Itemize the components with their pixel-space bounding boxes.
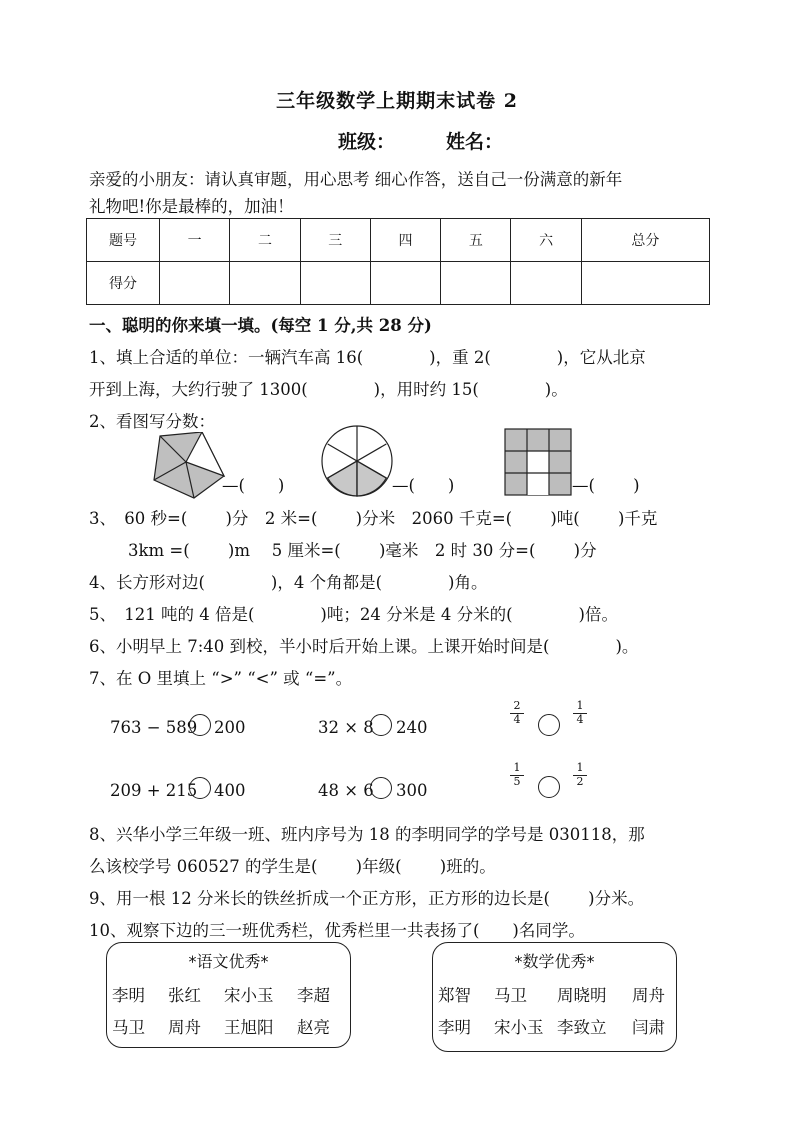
student-name: 张红 xyxy=(168,986,201,1005)
fraction-denominator: 4 xyxy=(576,713,584,726)
fraction-answer-blank[interactable]: —( ) xyxy=(572,476,640,495)
math-box-title: *数学优秀* xyxy=(514,952,595,971)
score-header-cell: 题号 xyxy=(87,219,160,262)
student-name: 周舟 xyxy=(168,1018,201,1037)
fraction xyxy=(573,762,587,788)
chinese-box-title: *语文优秀* xyxy=(188,952,269,971)
score-header-cell: 三 xyxy=(300,219,370,262)
fraction-numerator: 1 xyxy=(510,762,524,776)
question-1-line-2: 开到上海，大约行驶了 1300( )，用时约 15( )。 xyxy=(89,380,568,399)
score-header-cell: 一 xyxy=(160,219,230,262)
compare-circle[interactable] xyxy=(538,776,560,798)
question-3-line-2: 3km =( )m 5 厘米=( )毫米 2 时 30 分=( )分 xyxy=(128,541,597,560)
score-cell[interactable] xyxy=(581,262,709,305)
compare-value: 300 xyxy=(396,781,428,800)
fraction xyxy=(510,762,524,788)
score-table xyxy=(86,218,710,305)
name-label: 姓名： xyxy=(446,131,504,153)
question-8-line-2: 么该校学号 060527 的学生是( )年级( )班的。 xyxy=(89,857,496,876)
student-name: 马卫 xyxy=(494,986,527,1005)
compare-circle[interactable] xyxy=(189,777,211,799)
pentagon-figure xyxy=(150,432,230,500)
compare-circle[interactable] xyxy=(538,714,560,736)
intro-line-2: 礼物吧!你是最棒的，加油！ xyxy=(89,197,294,216)
score-cell[interactable] xyxy=(230,262,300,305)
question-6: 6、小明早上 7:40 到校，半小时后开始上课。上课开始时间是( )。 xyxy=(89,637,639,656)
question-4: 4、长方形对边( )，4 个角都是( )角。 xyxy=(89,573,488,592)
question-5: 5、 121 吨的 4 倍是( )吨；24 分米是 4 分米的( )倍。 xyxy=(89,605,618,624)
fraction-numerator: 2 xyxy=(510,700,524,714)
student-name: 闫肃 xyxy=(632,1018,665,1037)
student-name: 宋小玉 xyxy=(494,1018,544,1037)
score-cell[interactable] xyxy=(160,262,230,305)
question-8-line-1: 8、兴华小学三年级一班、班内序号为 18 的李明同学的学号是 030118，那 xyxy=(89,825,645,844)
circle-figure xyxy=(320,424,394,498)
student-name: 宋小玉 xyxy=(224,986,274,1005)
student-name: 郑智 xyxy=(438,986,471,1005)
score-cell[interactable] xyxy=(441,262,511,305)
student-name: 李超 xyxy=(297,986,330,1005)
question-7: 7、在 O 里填上 “>” “<” 或 “=”。 xyxy=(89,669,353,688)
question-1-line-1: 1、填上合适的单位：一辆汽车高 16( )，重 2( )，它从北京 xyxy=(89,348,646,367)
section-1-heading: 一、聪明的你来填一填。(每空 1 分,共 28 分) xyxy=(89,316,432,335)
student-name: 李明 xyxy=(112,986,145,1005)
grid-figure xyxy=(504,428,572,496)
fraction-numerator: 1 xyxy=(573,700,587,714)
compare-expression: 209 + 215 xyxy=(110,781,198,800)
intro-line-1: 亲爱的小朋友：请认真审题，用心思考 细心作答，送自己一份满意的新年 xyxy=(89,170,623,189)
student-name: 周舟 xyxy=(632,986,665,1005)
class-label: 班级： xyxy=(338,131,396,153)
student-name: 李致立 xyxy=(557,1018,607,1037)
question-2: 2、看图写分数： xyxy=(89,412,215,431)
compare-circle[interactable] xyxy=(370,714,392,736)
question-3-line-1: 3、 60 秒=( )分 2 米=( )分米 2060 千克=( )吨( )千克 xyxy=(89,509,658,528)
compare-expression: 32 × 8 xyxy=(318,718,374,737)
compare-value: 400 xyxy=(214,781,246,800)
score-header-cell: 二 xyxy=(230,219,300,262)
fraction xyxy=(573,700,587,726)
student-name: 王旭阳 xyxy=(224,1018,274,1037)
compare-circle[interactable] xyxy=(189,714,211,736)
student-name: 周晓明 xyxy=(557,986,607,1005)
compare-value: 200 xyxy=(214,718,246,737)
student-name: 李明 xyxy=(438,1018,471,1037)
score-row-label: 得分 xyxy=(87,262,160,305)
score-header-cell: 总分 xyxy=(581,219,709,262)
score-header-cell: 五 xyxy=(441,219,511,262)
fraction-denominator: 2 xyxy=(576,775,584,788)
student-name: 赵亮 xyxy=(297,1018,330,1037)
page-title: 三年级数学上期期末试卷 2 xyxy=(276,90,518,112)
fraction xyxy=(510,700,524,726)
fraction-denominator: 5 xyxy=(513,775,521,788)
compare-expression: 763 − 589 xyxy=(110,718,198,737)
compare-expression: 48 × 6 xyxy=(318,781,374,800)
score-cell[interactable] xyxy=(370,262,440,305)
fraction-numerator: 1 xyxy=(573,762,587,776)
compare-value: 240 xyxy=(396,718,428,737)
score-cell[interactable] xyxy=(511,262,581,305)
fraction-answer-blank[interactable]: —( ) xyxy=(222,476,285,495)
score-header-row xyxy=(87,219,710,262)
score-header-cell: 六 xyxy=(511,219,581,262)
fraction-denominator: 4 xyxy=(513,713,521,726)
question-9: 9、用一根 12 分米长的铁丝折成一个正方形，正方形的边长是( )分米。 xyxy=(89,889,645,908)
score-value-row xyxy=(87,262,710,305)
student-name: 马卫 xyxy=(112,1018,145,1037)
compare-circle[interactable] xyxy=(370,777,392,799)
fraction-answer-blank[interactable]: —( ) xyxy=(392,476,455,495)
question-10: 10、观察下边的三一班优秀栏，优秀栏里一共表扬了( )名同学。 xyxy=(89,921,585,940)
score-cell[interactable] xyxy=(300,262,370,305)
score-header-cell: 四 xyxy=(370,219,440,262)
